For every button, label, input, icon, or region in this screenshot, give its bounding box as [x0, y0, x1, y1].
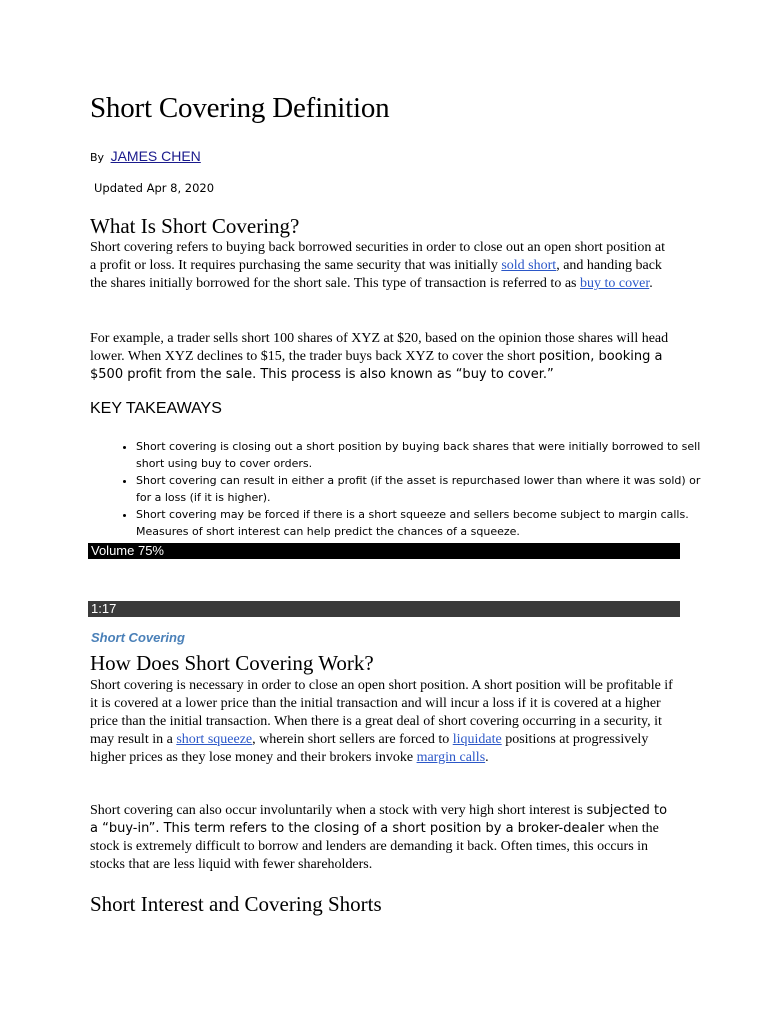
buy-to-cover-link[interactable]: buy to cover	[580, 276, 650, 291]
section2-paragraph-2	[90, 802, 674, 874]
section-heading-what-is: What Is Short Covering?	[90, 214, 300, 238]
text-span: .	[485, 750, 489, 765]
key-takeaways-heading: KEY TAKEAWAYS	[90, 400, 222, 417]
video-time-bar[interactable]: 1:17	[88, 601, 680, 617]
text-span: For example, a trader sells short 100 shares of XYZ at $20, based on the opinion those shares will head lower. When XYZ declines to $15, the trader buys back XYZ to cover the short	[90, 331, 669, 364]
list-item: • Short covering may be forced if there is a short squeeze and sellers become subject to margin calls. Measures of short interest can help predict the chances of a squeeze.	[136, 506, 714, 540]
byline	[90, 148, 201, 164]
text-span: Short covering is necessary in order to close an open short position. A short position will be profitable if it is covered at a lower price than the initial transaction and will incur a loss if it is covered at a higher price than the initial transaction. When there is a great deal of short covering occurring in a security, it may result in a	[90, 678, 673, 747]
text-span: subjected to a “buy-in”. This term refers to the closing of a short position by a broker-dealer	[90, 803, 668, 836]
text-span: when the stock is extremely difficult to borrow and lenders are demanding it back. Often times, this occurs in stocks that are less liquid with fewer shareholders.	[90, 821, 659, 872]
margin-calls-link[interactable]: margin calls	[416, 750, 486, 765]
author-link[interactable]: JAMES CHEN	[110, 148, 201, 164]
section2-paragraph-1	[90, 677, 674, 767]
text-span: positions at progressively higher prices as they lose money and their brokers invoke	[90, 732, 649, 765]
video-volume-bar[interactable]: Volume 75%	[88, 543, 680, 559]
text-span: .	[649, 276, 653, 291]
key-takeaways-list	[100, 438, 714, 540]
text-span: position, booking a $500 profit from the sale. This process is also known as “buy to cover.”	[90, 349, 663, 382]
text-span: Short covering can also occur involuntarily when a stock with very high short interest is	[90, 803, 587, 818]
text-span: , and handing back the shares initially borrowed for the short sale. This type of transaction is referred to as	[90, 258, 662, 291]
text-span: Short covering refers to buying back borrowed securities in order to close out an open short position at a profit or loss. It requires purchasing the same security that was initially	[90, 240, 666, 273]
section-heading-short-interest: Short Interest and Covering Shorts	[90, 892, 382, 916]
section1-paragraph-1	[90, 239, 674, 293]
list-item: • Short covering is closing out a short position by buying back shares that were initially borrowed to sell short using buy to cover orders.	[136, 438, 714, 472]
sold-short-link[interactable]: sold short	[501, 258, 557, 273]
liquidate-link[interactable]: liquidate	[452, 732, 502, 747]
updated-date: Updated Apr 8, 2020	[94, 181, 215, 195]
video-caption: Short Covering	[91, 630, 185, 645]
text-span: , wherein short sellers are forced to	[252, 732, 453, 747]
short-squeeze-link[interactable]: short squeeze	[176, 732, 253, 747]
byline-prefix: By	[90, 151, 105, 164]
list-item: • Short covering can result in either a profit (if the asset is repurchased lower than where it was sold) or for a loss (if it is higher).	[136, 472, 714, 506]
section-heading-how-does: How Does Short Covering Work?	[90, 651, 374, 675]
section1-paragraph-2	[90, 330, 674, 384]
page-title: Short Covering Definition	[90, 92, 390, 124]
